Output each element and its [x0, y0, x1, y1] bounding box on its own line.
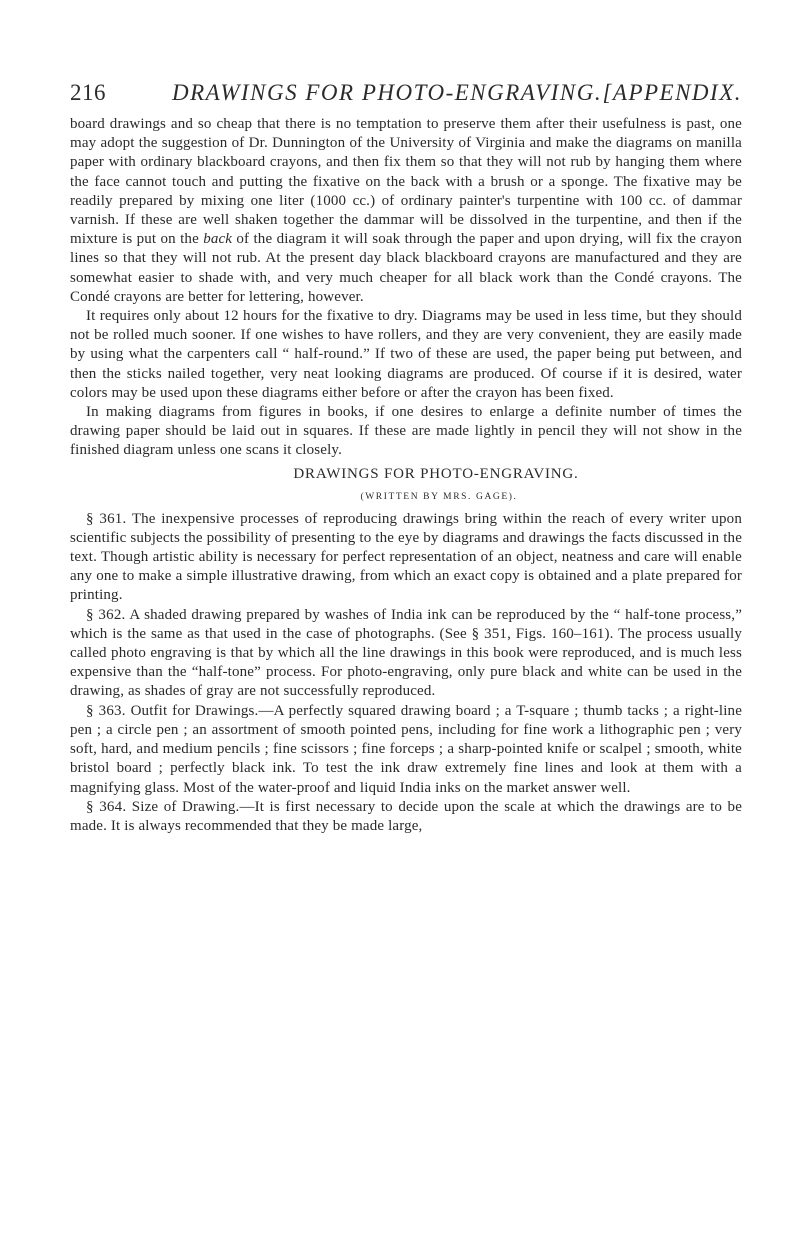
- section-text: A shaded drawing prepared by washes of India ink can be reproduced by the “ half-tone process,” which is the same as that used in the case of photographs. (See § 351, Figs. 160–161). The process usually called photo engraving is that by which all the line drawings in this book were reproduced, and is much less expensive than the “half-tone” process. For photo-engraving, only pure black and white can be used in the drawing, as shades of gray are not successfully reproduced.: [70, 606, 743, 700]
- section-number: § 364.: [86, 798, 127, 815]
- section-number: § 361.: [86, 510, 127, 527]
- emphasis-text: back: [203, 231, 233, 248]
- running-head: [70, 78, 742, 108]
- article-byline: (WRITTEN BY MRS. GAGE).: [360, 491, 518, 502]
- section-text: —A perfectly squared drawing board ; a T-square ; thumb tacks ; a right-line pen ; a circle pen ; an assortment of smooth pointed pens, including for fine work a lithographic pen ; very soft, hard, and medium pencils ; fine scissors ; fine forceps ; a sharp-pointed knife or scalpel ; smooth, white bristol board ; perfectly black ink. To test the ink draw extremely fine lines and look at them with a magnifying glass. Most of the water-proof and liquid India inks on the market answer well.: [70, 702, 743, 796]
- page-number: 216: [70, 80, 106, 105]
- section-number: § 363.: [86, 702, 126, 719]
- section-364: [70, 798, 742, 836]
- paragraph-text: board drawings and so cheap that there is no temptation to preserve them after their usefulness is past, one may adopt the suggestion of Dr. Dunnington of the University of Virginia and make the diagrams on manilla paper with ordinary blackboard crayons, and then fix them so that they will not rub by hanging them where the face cannot touch and putting the fixative on the back with a brush or a sponge. The fixative may be readily prepared by mixing one liter (1000 cc.) of ordinary painter's turpentine with 100 cc. of dammar varnish. If these are well shaken together the dammar will be dissolved in the turpentine, and then if the mixture is put on the: [70, 116, 742, 248]
- section-361: [70, 510, 742, 606]
- body-text: [70, 115, 742, 836]
- section-number: § 362.: [86, 606, 126, 623]
- paragraph: [70, 115, 742, 307]
- running-title: DRAWINGS FOR PHOTO-ENGRAVING.: [172, 80, 603, 105]
- paragraph: In making diagrams from figures in books, if one desires to enlarge a definite number of times the drawing paper should be laid out in squares. If these are made lightly in pencil they will not show in the finished diagram unless one scans it closely.: [70, 404, 742, 459]
- section-363: [70, 702, 742, 798]
- section-text: The inexpensive processes of reproducing drawings bring within the reach of every writer upon scientific subjects the possibility of presenting to the eye by diagrams and drawings the facts discussed in the text. Though artistic ability is necessary for perfect representation of an object, neatness and care will enable any one to make a simple illustrative drawing, from which an exact copy is obtained and a plate prepared for printing.: [70, 510, 742, 604]
- article-heading: DRAWINGS FOR PHOTO-ENGRAVING.: [293, 465, 579, 482]
- section-text: —It is first necessary to decide upon the scale at which the drawings are to be made. It is always recommended that they be made large,: [70, 798, 743, 834]
- section-title: Size of Drawing.: [131, 798, 240, 815]
- section-tag: [APPENDIX.: [602, 80, 742, 105]
- paragraph: It requires only about 12 hours for the fixative to dry. Diagrams may be used in less time, but they should not be rolled much sooner. If one wishes to have rollers, and they are very convenient, they are easily made by using what the carpenters call “ half-round.” If two of these are used, the paper being put between, and then the sticks nailed together, very neat looking diagrams are produced. Of course if it is desired, water colors may be used upon these diagrams either before or after the crayon has been fixed.: [70, 308, 742, 401]
- section-title: Outfit for Drawings.: [130, 702, 259, 719]
- paragraph-text: of the diagram it will soak through the paper and upon drying, will fix the crayon lines so that they will not rub. At the present day black blackboard crayons are manufactured and they are somewhat easier to shade with, and very much cheaper for all black work than the Condé crayons. The Condé crayons are better for lettering, however.: [70, 231, 743, 305]
- section-362: [70, 606, 742, 702]
